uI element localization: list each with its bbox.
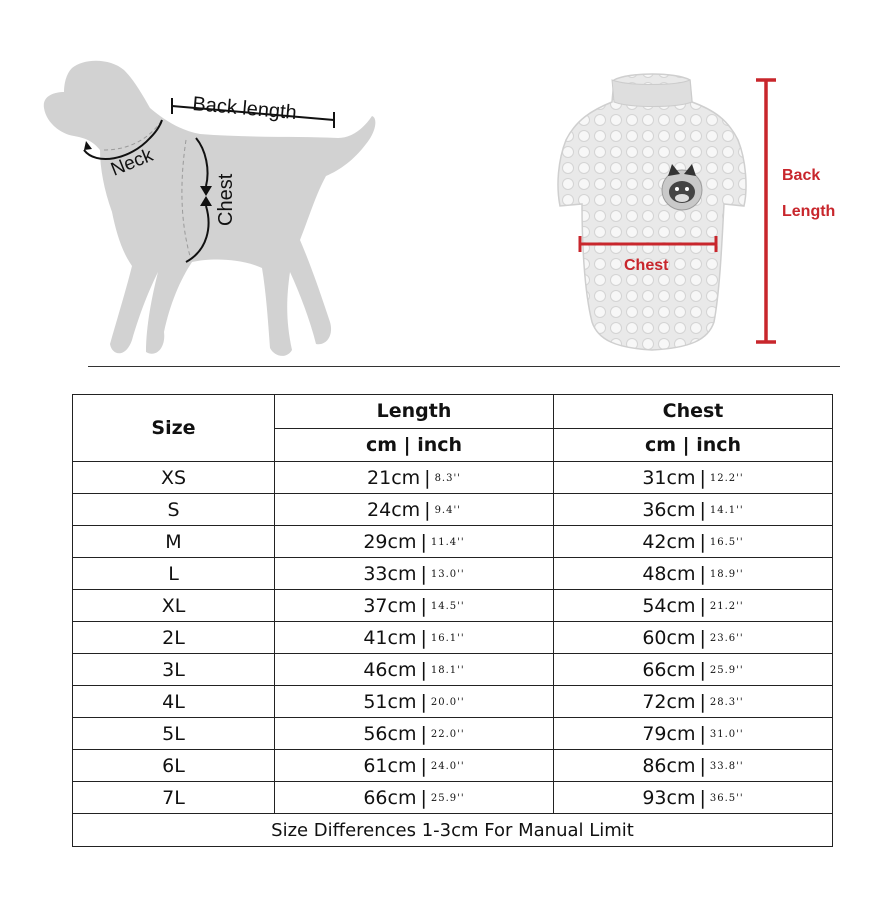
length-separator: | xyxy=(420,786,427,809)
size-column-header: Size xyxy=(73,395,275,462)
chest-cm-value: 54cm xyxy=(642,594,696,617)
size-cell: M xyxy=(73,526,275,558)
length-cell xyxy=(275,494,554,526)
chest-separator: | xyxy=(699,626,706,649)
chest-cm-value: 31cm xyxy=(642,466,696,489)
size-cell: S xyxy=(73,494,275,526)
length-cell xyxy=(275,782,554,814)
table-row xyxy=(73,750,833,782)
chest-cm-value: 86cm xyxy=(642,754,696,777)
length-cm-value: 61cm xyxy=(363,754,417,777)
length-cell xyxy=(275,462,554,494)
sweater-chest-label: Chest xyxy=(624,257,669,274)
length-cm-value: 37cm xyxy=(363,594,417,617)
length-cm-value: 33cm xyxy=(363,562,417,585)
chest-inch-value: 31.0'' xyxy=(709,728,744,740)
length-inch-value: 8.3'' xyxy=(434,472,461,484)
length-separator: | xyxy=(420,754,427,777)
table-row xyxy=(73,494,833,526)
chest-cell xyxy=(554,782,833,814)
chest-units-header: cm | inch xyxy=(554,428,833,462)
section-divider xyxy=(88,366,840,367)
sweater-illustration xyxy=(558,74,835,350)
size-cell: 3L xyxy=(73,654,275,686)
measurement-illustration xyxy=(0,0,884,380)
length-inch-value: 13.0'' xyxy=(430,568,465,580)
neck-arrowhead xyxy=(84,141,92,150)
table-row xyxy=(73,558,833,590)
length-inch-value: 11.4'' xyxy=(430,536,465,548)
chest-cm-value: 72cm xyxy=(642,690,696,713)
chest-separator: | xyxy=(699,690,706,713)
neck-label: Neck xyxy=(108,144,157,181)
chest-separator: | xyxy=(699,658,706,681)
chest-inch-value: 18.9'' xyxy=(709,568,744,580)
chest-inch-value: 28.3'' xyxy=(709,696,744,708)
length-inch-value: 16.1'' xyxy=(430,632,465,644)
chest-column-header: Chest xyxy=(554,395,833,429)
sweater-back-length-label-2: Length xyxy=(782,203,836,220)
table-row xyxy=(73,526,833,558)
chest-cell xyxy=(554,462,833,494)
footer-note: Size Differences 1-3cm For Manual Limit xyxy=(73,814,833,847)
size-chart-table xyxy=(72,394,833,847)
chest-separator: | xyxy=(699,466,706,489)
table-row xyxy=(73,462,833,494)
chest-inch-value: 16.5'' xyxy=(709,536,744,548)
length-inch-value: 18.1'' xyxy=(430,664,465,676)
table-row xyxy=(73,782,833,814)
chest-label: Chest xyxy=(215,173,237,226)
length-cell xyxy=(275,590,554,622)
sweater-body xyxy=(558,74,746,350)
length-inch-value: 9.4'' xyxy=(434,504,461,516)
size-cell: 5L xyxy=(73,718,275,750)
size-cell: XS xyxy=(73,462,275,494)
length-cm-value: 51cm xyxy=(363,690,417,713)
chest-cell xyxy=(554,750,833,782)
length-separator: | xyxy=(420,562,427,585)
sweater-back-length-label-1: Back xyxy=(782,167,821,184)
size-cell: 7L xyxy=(73,782,275,814)
length-separator: | xyxy=(420,690,427,713)
chest-separator: | xyxy=(699,530,706,553)
length-cell xyxy=(275,622,554,654)
chest-cell xyxy=(554,558,833,590)
chest-cm-value: 79cm xyxy=(642,722,696,745)
chest-cell xyxy=(554,590,833,622)
chest-cell xyxy=(554,494,833,526)
chest-separator: | xyxy=(699,498,706,521)
length-cell xyxy=(275,654,554,686)
length-inch-value: 20.0'' xyxy=(430,696,465,708)
length-inch-value: 24.0'' xyxy=(430,760,465,772)
length-cm-value: 24cm xyxy=(367,498,421,521)
chest-inch-value: 21.2'' xyxy=(709,600,744,612)
measurement-diagram xyxy=(0,0,884,380)
table-row xyxy=(73,718,833,750)
table-row xyxy=(73,590,833,622)
chest-cell xyxy=(554,718,833,750)
length-cell xyxy=(275,750,554,782)
length-cell xyxy=(275,686,554,718)
table-footer-row xyxy=(73,814,833,847)
length-cm-value: 66cm xyxy=(363,786,417,809)
length-cell xyxy=(275,718,554,750)
length-column-header: Length xyxy=(275,395,554,429)
chest-cell xyxy=(554,686,833,718)
length-cm-value: 21cm xyxy=(367,466,421,489)
size-cell: 6L xyxy=(73,750,275,782)
length-separator: | xyxy=(424,466,431,489)
length-cm-value: 41cm xyxy=(363,626,417,649)
chest-inch-value: 25.9'' xyxy=(709,664,744,676)
chest-inch-value: 12.2'' xyxy=(709,472,744,484)
chest-cm-value: 42cm xyxy=(642,530,696,553)
chest-separator: | xyxy=(699,722,706,745)
length-separator: | xyxy=(424,498,431,521)
length-cm-value: 29cm xyxy=(363,530,417,553)
length-separator: | xyxy=(420,626,427,649)
table-body xyxy=(73,462,833,814)
size-cell: 4L xyxy=(73,686,275,718)
length-separator: | xyxy=(420,722,427,745)
length-cell xyxy=(275,558,554,590)
chest-cm-value: 48cm xyxy=(642,562,696,585)
length-units-header: cm | inch xyxy=(275,428,554,462)
chest-separator: | xyxy=(699,754,706,777)
length-separator: | xyxy=(420,658,427,681)
table-header-row xyxy=(73,395,833,429)
length-separator: | xyxy=(420,594,427,617)
chest-inch-value: 36.5'' xyxy=(709,792,744,804)
chest-cm-value: 60cm xyxy=(642,626,696,649)
length-cell xyxy=(275,526,554,558)
chest-cm-value: 66cm xyxy=(642,658,696,681)
length-inch-value: 25.9'' xyxy=(430,792,465,804)
length-cm-value: 56cm xyxy=(363,722,417,745)
table-row xyxy=(73,622,833,654)
back-length-marker xyxy=(172,93,334,128)
size-cell: L xyxy=(73,558,275,590)
size-cell: 2L xyxy=(73,622,275,654)
table-row xyxy=(73,654,833,686)
chest-cm-value: 36cm xyxy=(642,498,696,521)
chest-cell xyxy=(554,622,833,654)
chest-inch-value: 23.6'' xyxy=(709,632,744,644)
chest-cell xyxy=(554,654,833,686)
chest-inch-value: 14.1'' xyxy=(709,504,744,516)
chest-separator: | xyxy=(699,594,706,617)
back-length-label: Back length xyxy=(191,93,298,125)
length-separator: | xyxy=(420,530,427,553)
chest-separator: | xyxy=(699,562,706,585)
chest-separator: | xyxy=(699,786,706,809)
length-inch-value: 22.0'' xyxy=(430,728,465,740)
chest-cell xyxy=(554,526,833,558)
length-inch-value: 14.5'' xyxy=(430,600,465,612)
table-row xyxy=(73,686,833,718)
size-cell: XL xyxy=(73,590,275,622)
chest-cm-value: 93cm xyxy=(642,786,696,809)
chest-inch-value: 33.8'' xyxy=(709,760,744,772)
length-cm-value: 46cm xyxy=(363,658,417,681)
